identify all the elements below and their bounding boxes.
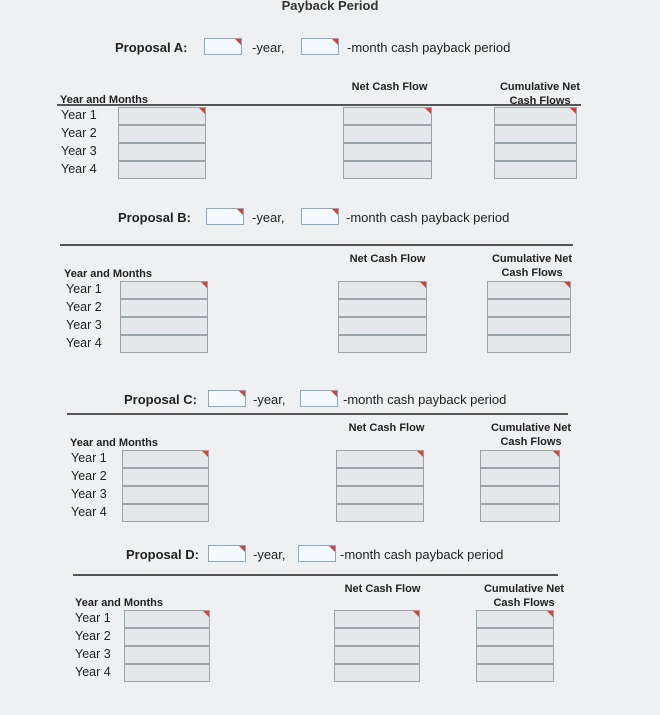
cumulative-cell[interactable] bbox=[476, 646, 554, 664]
net-cash-flow-cell[interactable] bbox=[334, 646, 420, 664]
net-cash-flow-cell[interactable] bbox=[336, 504, 424, 522]
proposal-row bbox=[0, 38, 660, 58]
year-months-cell[interactable] bbox=[122, 450, 209, 468]
years-input[interactable] bbox=[206, 208, 244, 225]
cumulative-cell[interactable] bbox=[494, 161, 577, 179]
cumulative-header: Cumulative Net Cash Flows bbox=[491, 253, 573, 279]
cumulative-cell[interactable] bbox=[494, 143, 577, 161]
net-cash-flow-cell[interactable] bbox=[334, 664, 420, 682]
proposal-label: Proposal D: bbox=[126, 547, 199, 562]
net-cash-flow-header: Net Cash Flow bbox=[348, 422, 425, 434]
months-input[interactable] bbox=[298, 545, 336, 562]
year-months-cell[interactable] bbox=[118, 107, 206, 125]
table-divider bbox=[73, 574, 558, 576]
year-label: Year 1 bbox=[61, 108, 97, 122]
year-months-cell[interactable] bbox=[118, 125, 206, 143]
year-and-months-header: Year and Months bbox=[64, 268, 153, 280]
net-cash-flow-header: Net Cash Flow bbox=[344, 583, 421, 595]
year-months-cell[interactable] bbox=[120, 317, 208, 335]
cumulative-header: Cumulative Net Cash Flows bbox=[490, 422, 572, 448]
year-label: Year 4 bbox=[71, 505, 107, 519]
months-input[interactable] bbox=[301, 208, 339, 225]
year-suffix-text: -year, bbox=[252, 210, 285, 225]
cumulative-cell[interactable] bbox=[480, 468, 560, 486]
year-months-cell[interactable] bbox=[122, 504, 209, 522]
cumulative-cell[interactable] bbox=[480, 450, 560, 468]
cumulative-cell[interactable] bbox=[487, 299, 571, 317]
year-months-cell[interactable] bbox=[120, 335, 208, 353]
month-suffix-text: -month cash payback period bbox=[340, 547, 504, 562]
net-cash-flow-cell[interactable] bbox=[343, 107, 432, 125]
year-suffix-text: -year, bbox=[253, 392, 286, 407]
year-label: Year 4 bbox=[75, 665, 111, 679]
year-label: Year 2 bbox=[71, 469, 107, 483]
year-label: Year 2 bbox=[66, 300, 102, 314]
months-input[interactable] bbox=[300, 390, 338, 407]
net-cash-flow-header: Net Cash Flow bbox=[349, 253, 426, 265]
proposal-c-section bbox=[0, 390, 660, 560]
year-label: Year 4 bbox=[66, 336, 102, 350]
proposal-d-section bbox=[0, 545, 660, 715]
proposal-label: Proposal C: bbox=[124, 392, 197, 407]
year-label: Year 3 bbox=[61, 144, 97, 158]
months-input[interactable] bbox=[301, 38, 339, 55]
net-cash-flow-cell[interactable] bbox=[343, 125, 432, 143]
year-months-cell[interactable] bbox=[124, 646, 210, 664]
month-suffix-text: -month cash payback period bbox=[346, 210, 510, 225]
net-cash-flow-cell[interactable] bbox=[334, 628, 420, 646]
cumulative-cell[interactable] bbox=[480, 504, 560, 522]
year-months-cell[interactable] bbox=[122, 468, 209, 486]
net-cash-flow-cell[interactable] bbox=[336, 486, 424, 504]
net-cash-flow-cell[interactable] bbox=[336, 468, 424, 486]
net-cash-flow-header: Net Cash Flow bbox=[351, 81, 428, 93]
year-label: Year 2 bbox=[75, 629, 111, 643]
net-cash-flow-cell[interactable] bbox=[338, 281, 427, 299]
cumulative-header: Cumulative Net Cash Flows bbox=[483, 583, 565, 609]
proposal-a-section bbox=[0, 38, 660, 208]
year-months-cell[interactable] bbox=[124, 610, 210, 628]
cumulative-cell[interactable] bbox=[487, 281, 571, 299]
net-cash-flow-cell[interactable] bbox=[336, 450, 424, 468]
proposal-row bbox=[0, 390, 660, 410]
net-cash-flow-cell[interactable] bbox=[343, 143, 432, 161]
net-cash-flow-cell[interactable] bbox=[338, 299, 427, 317]
cumulative-cell[interactable] bbox=[476, 610, 554, 628]
year-suffix-text: -year, bbox=[252, 40, 285, 55]
year-months-cell[interactable] bbox=[118, 143, 206, 161]
year-label: Year 1 bbox=[75, 611, 111, 625]
net-cash-flow-cell[interactable] bbox=[334, 610, 420, 628]
year-label: Year 1 bbox=[66, 282, 102, 296]
month-suffix-text: -month cash payback period bbox=[347, 40, 511, 55]
proposal-b-section bbox=[0, 208, 660, 378]
page-title: Payback Period bbox=[281, 0, 379, 13]
year-and-months-header: Year and Months bbox=[70, 437, 159, 449]
cumulative-cell[interactable] bbox=[494, 125, 577, 143]
net-cash-flow-cell[interactable] bbox=[338, 335, 427, 353]
year-label: Year 3 bbox=[75, 647, 111, 661]
year-label: Year 3 bbox=[71, 487, 107, 501]
net-cash-flow-cell[interactable] bbox=[343, 161, 432, 179]
year-months-cell[interactable] bbox=[120, 299, 208, 317]
year-label: Year 3 bbox=[66, 318, 102, 332]
proposal-label: Proposal B: bbox=[118, 210, 191, 225]
year-label: Year 1 bbox=[71, 451, 107, 465]
proposal-label: Proposal A: bbox=[115, 40, 188, 55]
table-divider bbox=[67, 413, 568, 415]
years-input[interactable] bbox=[208, 545, 246, 562]
cumulative-cell[interactable] bbox=[487, 335, 571, 353]
cumulative-cell[interactable] bbox=[476, 664, 554, 682]
year-label: Year 4 bbox=[61, 162, 97, 176]
cumulative-header: Cumulative Net Cash Flows bbox=[499, 81, 581, 107]
year-months-cell[interactable] bbox=[124, 628, 210, 646]
net-cash-flow-cell[interactable] bbox=[338, 317, 427, 335]
year-and-months-header: Year and Months bbox=[75, 597, 164, 609]
cumulative-cell[interactable] bbox=[487, 317, 571, 335]
year-label: Year 2 bbox=[61, 126, 97, 140]
proposal-row bbox=[0, 545, 660, 565]
cumulative-cell[interactable] bbox=[494, 107, 577, 125]
year-months-cell[interactable] bbox=[118, 161, 206, 179]
table-divider bbox=[60, 244, 573, 246]
cumulative-cell[interactable] bbox=[476, 628, 554, 646]
year-months-cell[interactable] bbox=[122, 486, 209, 504]
years-input[interactable] bbox=[204, 38, 242, 55]
year-and-months-header: Year and Months bbox=[60, 94, 149, 106]
month-suffix-text: -month cash payback period bbox=[343, 392, 507, 407]
year-months-cell[interactable] bbox=[120, 281, 208, 299]
cumulative-cell[interactable] bbox=[480, 486, 560, 504]
proposal-row bbox=[0, 208, 660, 228]
year-months-cell[interactable] bbox=[124, 664, 210, 682]
years-input[interactable] bbox=[208, 390, 246, 407]
year-suffix-text: -year, bbox=[253, 547, 286, 562]
